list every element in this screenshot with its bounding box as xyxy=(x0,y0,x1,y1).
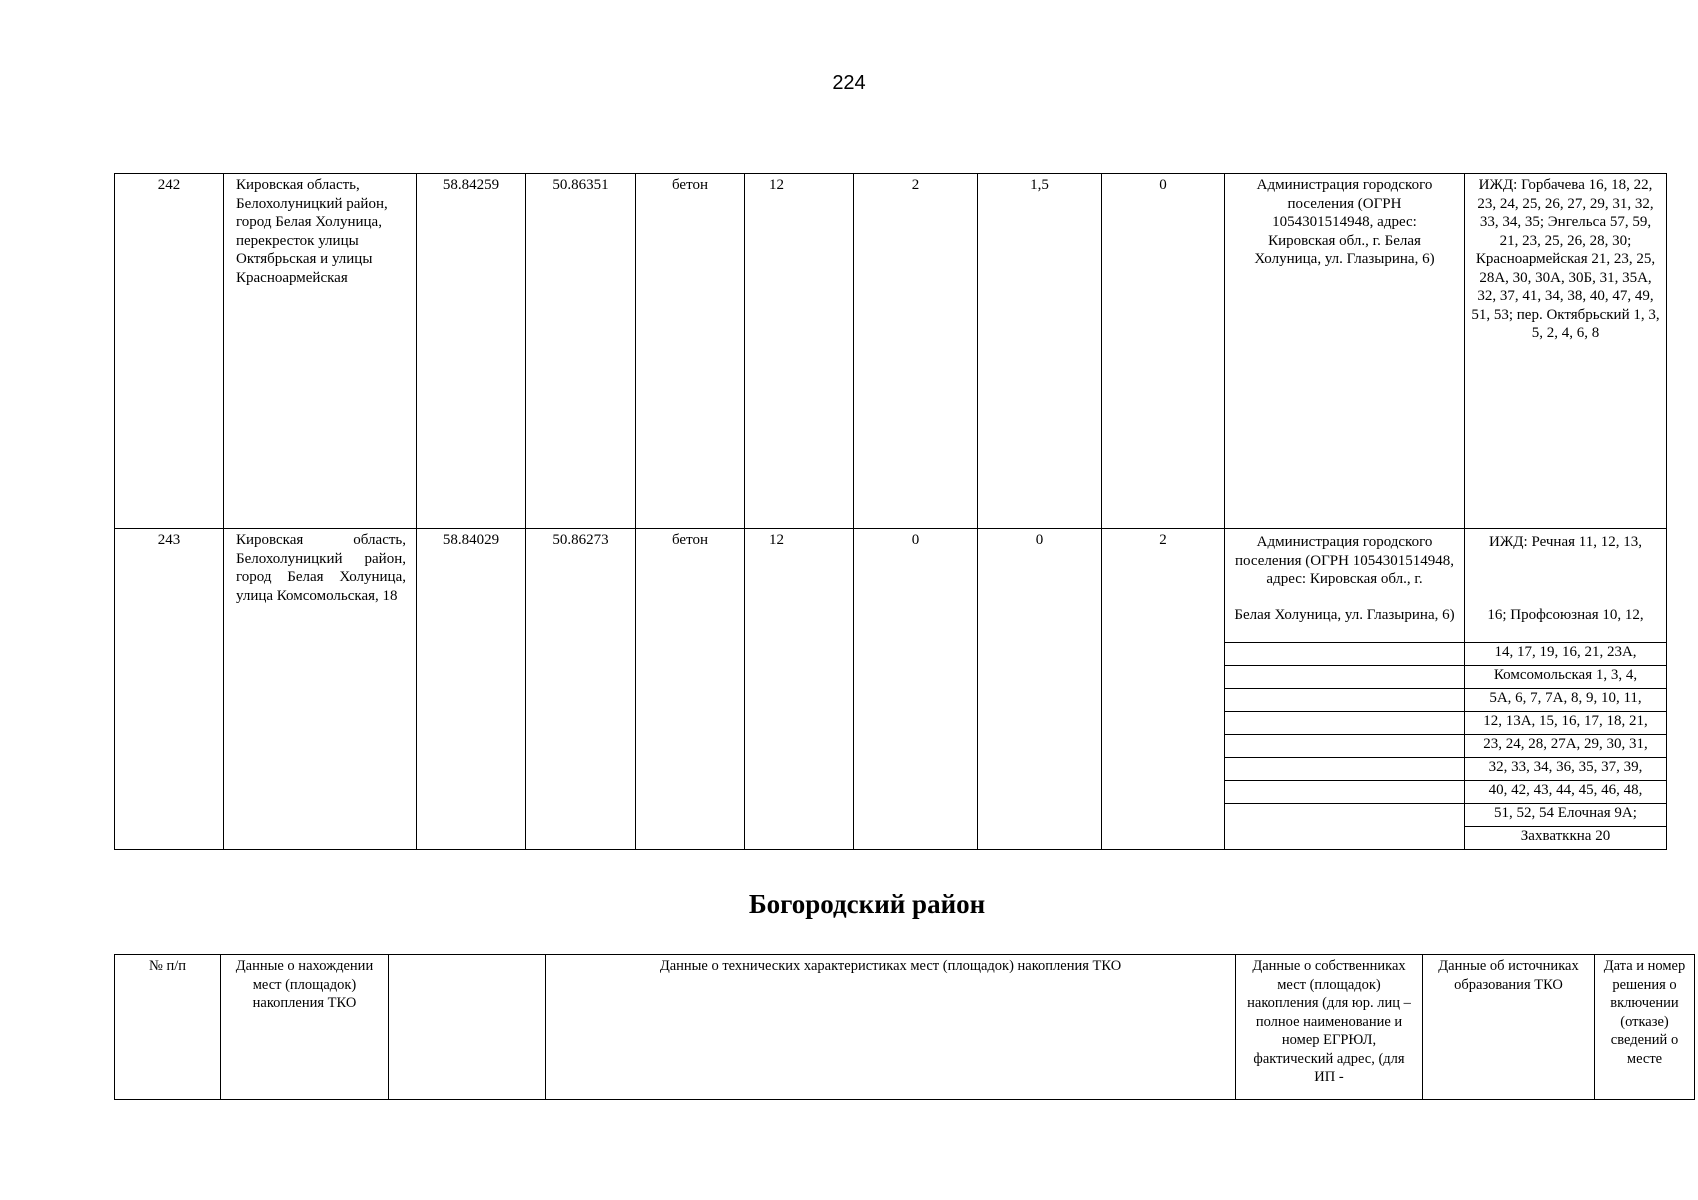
surface-cell: бетон xyxy=(636,174,745,529)
count-cell: 2 xyxy=(854,174,978,529)
owner-line xyxy=(1225,643,1464,666)
count-cell: 0 xyxy=(854,529,978,850)
longitude-cell: 50.86273 xyxy=(526,529,636,850)
owner-text: Администрация городского поселения (ОГРН 1054301514948, адрес: Кировская обл., г. xyxy=(1235,534,1454,587)
source-line: 16; Профсоюзная 10, 12, xyxy=(1487,607,1644,623)
longitude-cell: 50.86351 xyxy=(526,174,636,529)
sites-table xyxy=(114,173,1667,850)
location-cell: Кировская область, Белохолуницкий район, город Белая Холуница, улица Комсомольская, 18 xyxy=(224,529,417,850)
owner-line xyxy=(1225,712,1464,735)
count-cell: 0 xyxy=(1102,174,1225,529)
row-number: 243 xyxy=(115,529,224,850)
owner-line xyxy=(1225,781,1464,804)
table-row xyxy=(115,529,1667,850)
source-line: 5А, 6, 7, 7А, 8, 9, 10, 11, xyxy=(1465,689,1666,712)
count-cell: 1,5 xyxy=(978,174,1102,529)
latitude-cell: 58.84029 xyxy=(417,529,526,850)
owner-line xyxy=(1225,689,1464,712)
header-empty xyxy=(389,955,546,1100)
sources-cell: ИЖД: Горбачева 16, 18, 22, 23, 24, 25, 26, 27, 29, 31, 32, 33, 34, 35; Энгельса 57, 59, 21, 23, 25, 26, 28, 30; Красноармейская 21, 23, 25, 28А, 30, 30А, 30Б, 31, 35А, 32, 37, 41, 34, 38, 40, 47, 49, 51, 53; пер. Октябрьский 1, 3, 5, 2, 4, 6, 8 xyxy=(1465,174,1667,529)
count-cell: 0 xyxy=(978,529,1102,850)
owner-line xyxy=(1225,758,1464,781)
header-table xyxy=(114,954,1695,1100)
owner-line: Белая Холуница, ул. Глазырина, 6) xyxy=(1234,607,1455,623)
area-cell: 12 xyxy=(745,174,854,529)
source-line: Захватккна 20 xyxy=(1465,827,1666,850)
sources-cell xyxy=(1465,529,1667,850)
header-location: Данные о нахождении мест (площадок) накопления ТКО xyxy=(221,955,389,1100)
count-cell: 2 xyxy=(1102,529,1225,850)
header-number: № п/п xyxy=(115,955,221,1100)
owner-cell xyxy=(1225,529,1465,850)
table-row xyxy=(115,174,1667,529)
owner-lines xyxy=(1225,606,1464,826)
area-cell: 12 xyxy=(745,529,854,850)
location-cell: Кировская область, Белохолуницкий район, город Белая Холуница, перекресток улицы Октябрьская и улицы Красноармейская xyxy=(224,174,417,529)
latitude-cell: 58.84259 xyxy=(417,174,526,529)
region-title: Богородский район xyxy=(748,889,986,919)
header-date: Дата и номер решения о включении (отказе) сведений о месте xyxy=(1595,955,1695,1100)
header-owners: Данные о собственниках мест (площадок) накопления (для юр. лиц – полное наименование и номер ЕГРЮЛ, фактический адрес, (для ИП - xyxy=(1236,955,1423,1100)
page-number: 224 xyxy=(832,72,866,94)
source-line: 51, 52, 54 Елочная 9А; xyxy=(1465,804,1666,827)
header-row xyxy=(115,955,1695,1100)
owner-line xyxy=(1225,666,1464,689)
owner-line xyxy=(1225,735,1464,758)
source-line: 12, 13А, 15, 16, 17, 18, 21, xyxy=(1465,712,1666,735)
owner-cell: Администрация городского поселения (ОГРН 1054301514948, адрес: Кировская обл., г. Белая Холуница, ул. Глазырина, 6) xyxy=(1225,174,1465,529)
source-line: 32, 33, 34, 36, 35, 37, 39, xyxy=(1465,758,1666,781)
source-line: 23, 24, 28, 27А, 29, 30, 31, xyxy=(1465,735,1666,758)
surface-cell: бетон xyxy=(636,529,745,850)
source-lines xyxy=(1465,606,1666,849)
source-line: 40, 42, 43, 44, 45, 46, 48, xyxy=(1465,781,1666,804)
header-sources: Данные об источниках образования ТКО xyxy=(1423,955,1595,1100)
header-tech: Данные о технических характеристиках мест (площадок) накопления ТКО xyxy=(546,955,1236,1100)
owner-line xyxy=(1225,804,1464,827)
source-line: Комсомольская 1, 3, 4, xyxy=(1465,666,1666,689)
source-line: 14, 17, 19, 16, 21, 23А, xyxy=(1465,643,1666,666)
sources-text: ИЖД: Речная 11, 12, 13, xyxy=(1489,534,1642,550)
row-number: 242 xyxy=(115,174,224,529)
